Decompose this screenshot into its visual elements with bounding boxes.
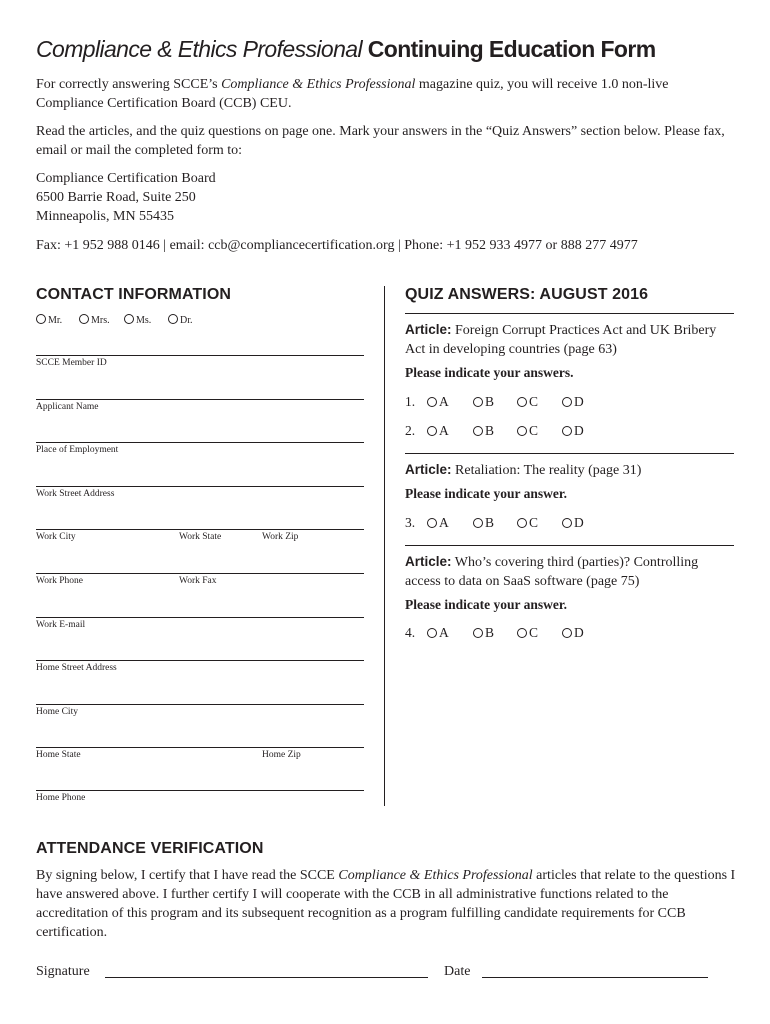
answer-option[interactable]: D [562,625,584,641]
article-label: Article: [405,462,452,477]
salutation-mrs[interactable]: Mrs. [79,314,110,326]
title-magazine-name: Compliance & Ethics Professional [36,36,362,62]
home-phone-line[interactable] [36,790,364,791]
question-number: 3. [405,515,416,530]
applicant-name-label: Applicant Name [36,402,99,412]
radio-icon[interactable] [562,426,572,436]
work-city-label: Work City [36,532,76,542]
signature-label: Signature [36,964,90,979]
work-street-line[interactable] [36,486,364,487]
quiz-heading: QUIZ ANSWERS: AUGUST 2016 [405,286,649,303]
article-1-instruction: Please indicate your answers. [405,365,574,380]
work-email-line[interactable] [36,617,364,618]
question-number: 2. [405,423,416,438]
answer-option[interactable]: C [517,515,538,531]
answer-option[interactable]: D [562,394,584,410]
radio-icon[interactable] [473,518,483,528]
answer-option[interactable]: C [517,423,538,439]
radio-icon[interactable] [562,518,572,528]
answer-option[interactable]: A [427,394,449,410]
radio-icon[interactable] [517,628,527,638]
radio-icon[interactable] [473,628,483,638]
home-city-label: Home City [36,707,78,717]
home-zip-label: Home Zip [262,750,301,760]
radio-icon[interactable] [124,314,134,324]
salutation-ms[interactable]: Ms. [124,314,151,326]
answer-option[interactable]: C [517,625,538,641]
intro-text-a: For correctly answering SCCE’s [36,77,222,92]
question-number: 4. [405,625,416,640]
radio-icon[interactable] [517,426,527,436]
address-line: Compliance Certification Board [36,171,216,186]
answer-option[interactable]: B [473,625,494,641]
article-1-title [405,320,735,359]
home-phone-label: Home Phone [36,793,86,803]
radio-icon[interactable] [36,314,46,324]
article-label: Article: [405,554,452,569]
radio-icon[interactable] [427,518,437,528]
answer-option[interactable]: B [473,394,494,410]
column-divider [384,286,385,806]
intro-text-b: magazine quiz, you will receive 1.0 non-live Compliance Certification Board (CCB) CEU. [36,77,669,111]
work-phone-label: Work Phone [36,576,83,586]
radio-icon[interactable] [517,518,527,528]
radio-icon[interactable] [427,426,437,436]
contact-line: Fax: +1 952 988 0146 | email: ccb@compliancecertification.org | Phone: +1 952 933 4977 or 888 277 4977 [36,238,638,253]
date-line[interactable] [482,977,708,978]
employment-label: Place of Employment [36,445,119,455]
article-2-instruction: Please indicate your answer. [405,486,567,501]
member-id-label: SCCE Member ID [36,358,107,368]
quiz-divider [405,313,734,314]
answer-option[interactable]: B [473,423,494,439]
article-3-instruction: Please indicate your answer. [405,597,567,612]
answer-option[interactable]: D [562,423,584,439]
radio-icon[interactable] [473,426,483,436]
radio-icon[interactable] [473,397,483,407]
question-number: 1. [405,394,416,409]
title-form-name: Continuing Education Form [367,36,656,62]
mailing-address [36,169,736,226]
answer-option[interactable]: C [517,394,538,410]
work-state-label: Work State [179,532,222,542]
member-id-line[interactable] [36,355,364,356]
home-city-line[interactable] [36,704,364,705]
radio-icon[interactable] [562,397,572,407]
answer-option[interactable]: A [427,515,449,531]
salutation-dr[interactable]: Dr. [168,314,193,326]
attendance-statement [36,866,736,942]
answer-option[interactable]: A [427,423,449,439]
intro-paragraph [36,75,736,113]
work-fax-label: Work Fax [179,576,217,586]
attendance-magazine: Compliance & Ethics Professional [338,868,533,883]
article-divider [405,453,734,454]
radio-icon[interactable] [427,628,437,638]
radio-icon[interactable] [517,397,527,407]
article-label: Article: [405,322,452,337]
page-title [36,36,656,63]
radio-icon[interactable] [427,397,437,407]
answer-option[interactable]: B [473,515,494,531]
contact-heading: CONTACT INFORMATION [36,286,232,303]
work-phone-fax-line[interactable] [36,573,364,574]
signature-line[interactable] [105,977,428,978]
work-zip-label: Work Zip [262,532,299,542]
home-state-label: Home State [36,750,81,760]
attendance-text-b: articles that relate to the questions I have answered above. I further certify I will cooperate with the CCB in all administrative functions related to the accreditation of this program and its subsequent recognition as a program fulfilling candidate requirements for CCB certification. [36,868,736,940]
intro-magazine: Compliance & Ethics Professional [221,77,416,92]
article-title-text: Who’s covering third (parties)? Controlling access to data on SaaS software (page 75) [405,555,699,589]
article-3-title [405,552,735,591]
home-street-line[interactable] [36,660,364,661]
work-city-state-zip-line[interactable] [36,529,364,530]
article-title-text: Foreign Corrupt Practices Act and UK Bribery Act in developing countries (page 63) [405,323,717,357]
article-divider [405,545,734,546]
answer-option[interactable]: A [427,625,449,641]
attendance-text-a: By signing below, I certify that I have read the SCCE [36,868,339,883]
article-2-title [405,460,735,480]
employment-line[interactable] [36,442,364,443]
applicant-name-line[interactable] [36,399,364,400]
address-line: 6500 Barrie Road, Suite 250 [36,190,196,205]
attendance-heading: ATTENDANCE VERIFICATION [36,840,264,857]
date-label: Date [444,964,471,979]
work-email-label: Work E-mail [36,620,86,630]
radio-icon[interactable] [562,628,572,638]
answer-option[interactable]: D [562,515,584,531]
article-title-text: Retaliation: The reality (page 31) [455,463,642,478]
work-street-label: Work Street Address [36,489,115,499]
home-state-zip-line[interactable] [36,747,364,748]
address-line: Minneapolis, MN 55435 [36,209,175,224]
radio-icon[interactable] [79,314,89,324]
instructions-paragraph: Read the articles, and the quiz questions on page one. Mark your answers in the “Quiz Answers” section below. Please fax, email or mail the completed form to: [36,124,725,158]
salutation-mr[interactable]: Mr. [36,314,62,326]
radio-icon[interactable] [168,314,178,324]
home-street-label: Home Street Address [36,663,117,673]
